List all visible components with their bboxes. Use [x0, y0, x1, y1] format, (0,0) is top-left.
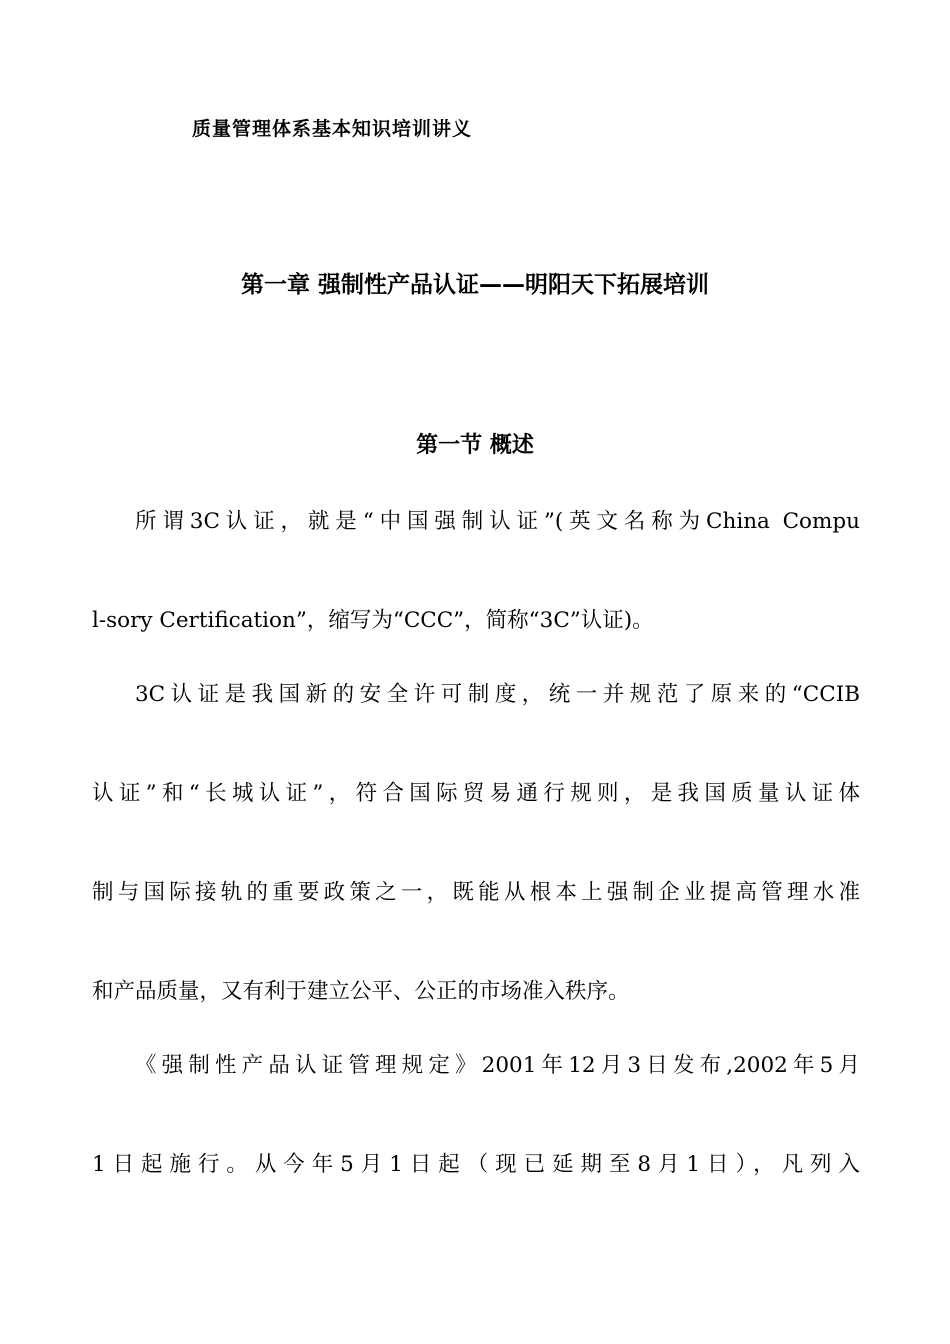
body-text	[92, 496, 860, 1213]
paragraph-line: 所谓3C认证，就是“中国强制认证”(英文名称为China Compu	[135, 509, 860, 534]
chapter-title: 第一章 强制性产品认证——明阳天下拓展培训	[240, 272, 709, 298]
paragraph-3c-definition	[92, 496, 860, 646]
paragraph-regulation	[92, 1040, 860, 1190]
paragraph-line: l-sory Certification”，缩写为“CCC”，简称“3C”认证)。	[92, 608, 654, 633]
paragraph-line: 《强制性产品认证管理规定》2001年12月3日发布,2002年5月	[135, 1053, 860, 1078]
paragraph-line: 制与国际接轨的重要政策之一，既能从根本上强制企业提高管理水准	[92, 880, 860, 905]
section-title: 第一节 概述	[416, 433, 534, 458]
document-header-title: 质量管理体系基本知识培训讲义	[192, 118, 473, 140]
paragraph-line: 1日起施行。从今年5月1日起（现已延期至8月1日），凡列入	[92, 1152, 860, 1177]
paragraph-line: 3C认证是我国新的安全许可制度，统一并规范了原来的“CCIB	[135, 682, 860, 707]
paragraph-line: 和产品质量，又有利于建立公平、公正的市场准入秩序。	[92, 979, 630, 1004]
paragraph-3c-system	[92, 669, 860, 1017]
paragraph-line: 认证”和“长城认证”，符合国际贸易通行规则，是我国质量认证体	[92, 781, 860, 806]
